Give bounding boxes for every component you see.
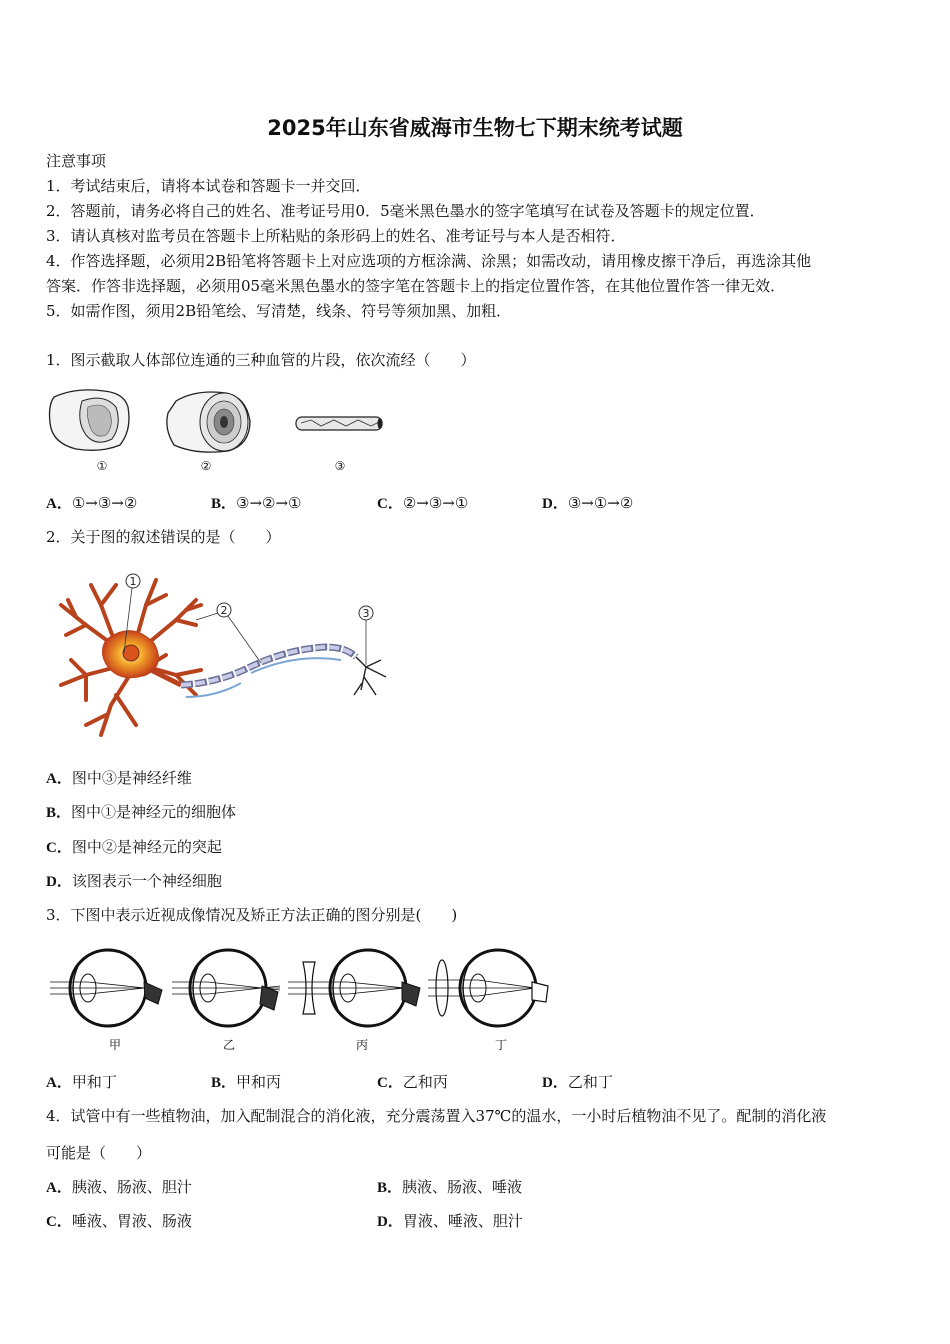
- question-1-stem: 1．图示截取人体部位连通的三种血管的片段，依次流经（ ）: [46, 351, 476, 369]
- figure-label-3: ③: [334, 459, 346, 473]
- question-2-stem: 2．关于图的叙述错误的是（ ）: [46, 528, 281, 546]
- eye-yi: [172, 950, 280, 1026]
- eye-bing: [288, 950, 420, 1026]
- figure-label-2: ②: [200, 459, 212, 473]
- notice-item-2: 2．答题前，请务必将自己的姓名、准考证号用0．5毫米黑色墨水的签字笔填写在试卷及答题卡的规定位置．: [46, 202, 765, 220]
- q3-option-d: D．乙和丁: [542, 1073, 613, 1091]
- question-4-stem-cont: 可能是（ ）: [46, 1144, 152, 1162]
- vein-illustration: [50, 390, 130, 450]
- q4-option-b: B．胰液、肠液、唾液: [377, 1178, 523, 1196]
- artery-illustration: [167, 392, 250, 452]
- notice-heading: 注意事项: [46, 152, 107, 170]
- notice-item-4: 4．作答选择题，必须用2B铅笔将答题卡上对应选项的方框涂满、涂黑；如需改动，请用橡皮擦干净后，再选涂其他: [46, 252, 812, 270]
- q2-option-d: D．该图表示一个神经细胞: [46, 872, 222, 890]
- q1-option-a: A．①→③→②: [46, 494, 138, 512]
- q1-option-b: B．③→②→①: [211, 494, 302, 512]
- notice-item-3: 3．请认真核对监考员在答题卡上所粘贴的条形码上的姓名、准考证号与本人是否相符．: [46, 227, 626, 245]
- eye-jia: [50, 950, 162, 1026]
- capillary-illustration: [296, 417, 383, 430]
- q4-option-d: D．胃液、唾液、胆汁: [377, 1212, 523, 1230]
- q1-option-c: C．②→③→①: [377, 494, 469, 512]
- question-4-stem: 4．试管中有一些植物油，加入配制混合的消化液，充分震荡置入37℃的温水，一小时后植物油不见了。配制的消化液: [46, 1107, 827, 1125]
- neuron-figure: [46, 565, 396, 745]
- q4-option-c: C．唾液、胃液、肠液: [46, 1212, 192, 1230]
- svg-text:2: 2: [220, 604, 228, 617]
- q1-option-d: D．③→①→②: [542, 494, 634, 512]
- svg-text:1: 1: [129, 575, 137, 588]
- page-title: 2025年山东省威海市生物七下期末统考试题: [267, 116, 683, 140]
- q3-option-c: C．乙和丙: [377, 1073, 448, 1091]
- q4-option-a: A．胰液、肠液、胆汁: [46, 1178, 192, 1196]
- eye-ding: [428, 950, 548, 1026]
- eye-label-jia: 甲: [108, 1038, 121, 1052]
- eye-diagrams-figure: [50, 948, 550, 1033]
- svg-text:3: 3: [362, 607, 370, 620]
- figure-label-1: ①: [96, 459, 108, 473]
- eye-label-ding: 丁: [494, 1038, 507, 1052]
- eye-label-yi: 乙: [222, 1038, 235, 1052]
- question-3-stem: 3．下图中表示近视成像情况及矫正方法正确的图分别是( ): [46, 906, 458, 924]
- blood-vessels-figure: [46, 385, 396, 460]
- q2-option-a: A．图中③是神经纤维: [46, 769, 192, 787]
- notice-item-5: 5．如需作图，须用2B铅笔绘、写清楚，线条、符号等须加黑、加粗．: [46, 302, 512, 320]
- eye-label-bing: 丙: [355, 1038, 368, 1052]
- q3-option-b: B．甲和丙: [211, 1073, 282, 1091]
- notice-item-4-cont: 答案．作答非选择题，必须用05毫米黑色墨水的签字笔在答题卡上的指定位置作答，在其他位置作答一律无效．: [46, 277, 786, 295]
- q2-option-b: B．图中①是神经元的细胞体: [46, 803, 237, 821]
- notice-item-1: 1．考试结束后，请将本试卷和答题卡一并交回．: [46, 177, 371, 195]
- q2-option-c: C．图中②是神经元的突起: [46, 838, 222, 856]
- q3-option-a: A．甲和丁: [46, 1073, 117, 1091]
